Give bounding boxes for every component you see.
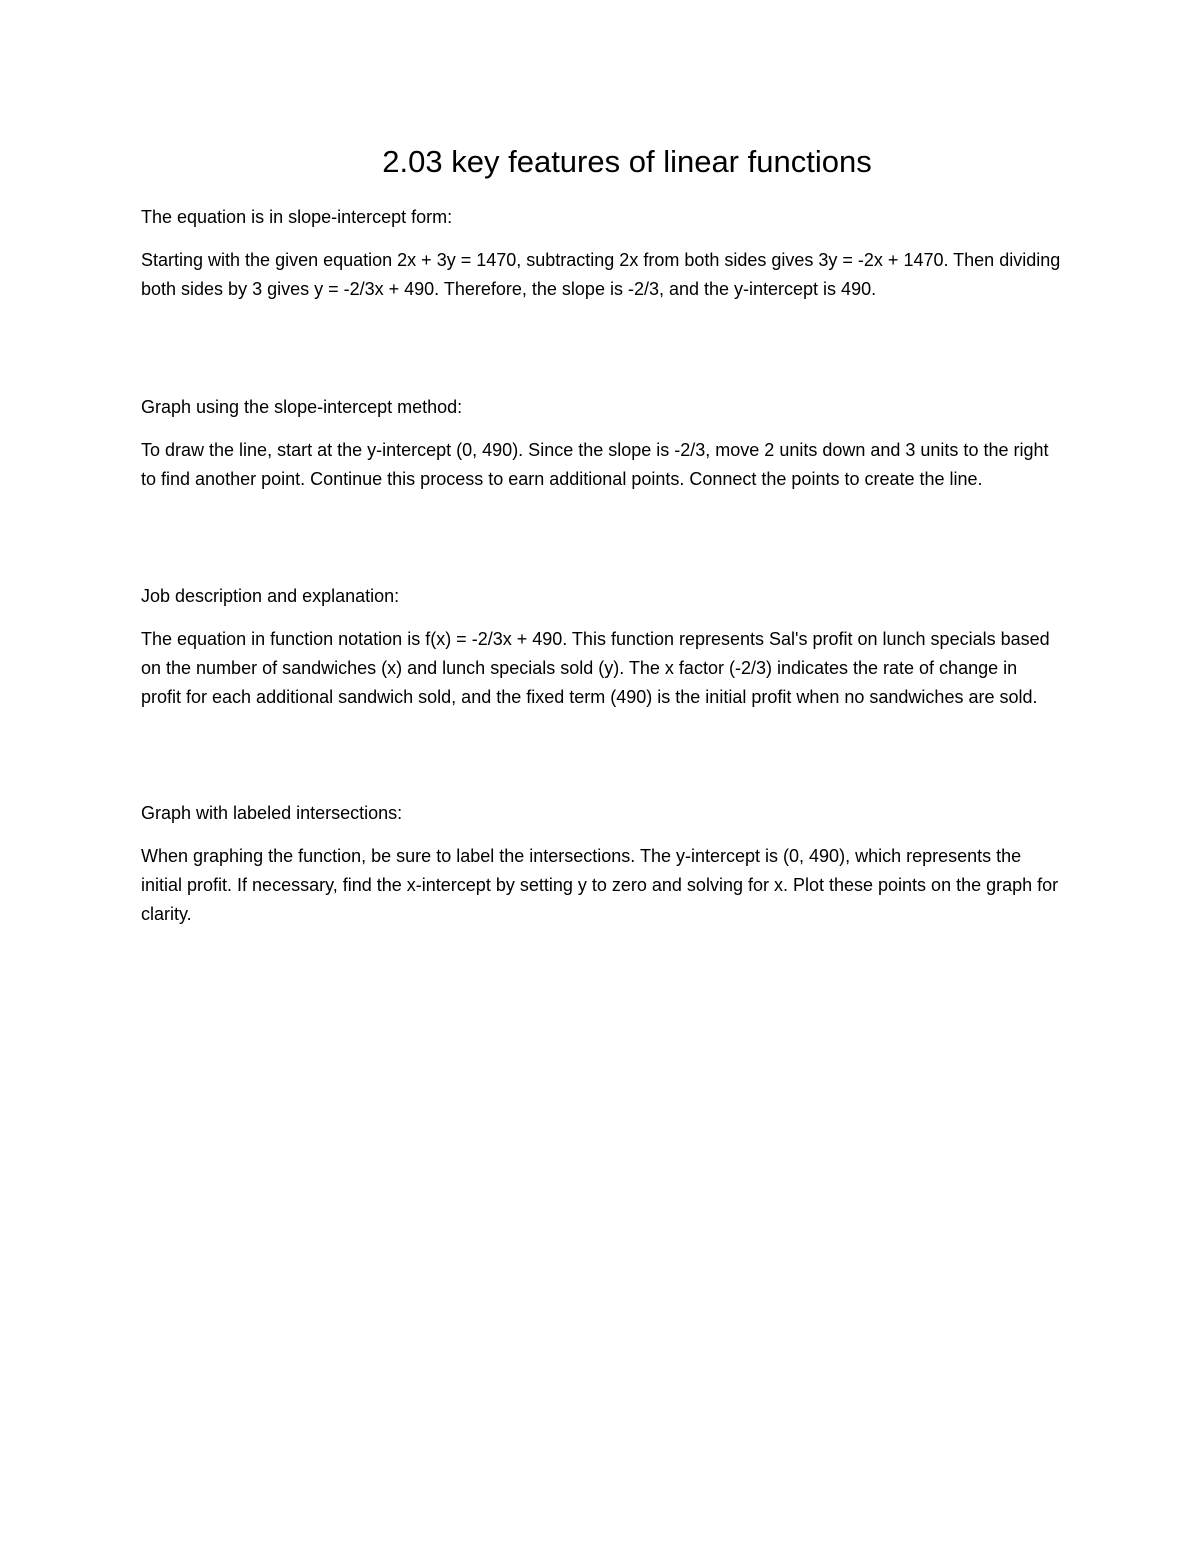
document-title: 2.03 key features of linear functions bbox=[382, 144, 872, 179]
section-paragraph: When graphing the function, be sure to label the intersections. The y-intercept is (0, 490), which represents the initial profit. If necessary, find the x-intercept by setting y to zero and solving for x. Plot these points on the graph for clarity. bbox=[141, 846, 1059, 925]
section-heading: Graph with labeled intersections: bbox=[141, 803, 403, 823]
section-graph-method bbox=[141, 393, 1061, 494]
section-heading: Job description and explanation: bbox=[141, 586, 400, 606]
section-labeled-intersections bbox=[141, 799, 1061, 930]
section-paragraph: The equation in function notation is f(x) = -2/3x + 490. This function represents Sal's profit on lunch specials based on the number of sandwiches (x) and lunch specials sold (y). The x factor (-2/3) indicates the rate of change in profit for each additional sandwich sold, and the fixed term (490) is the initial profit when no sandwiches are sold. bbox=[141, 629, 1050, 708]
section-job-description bbox=[141, 582, 1061, 713]
section-heading: Graph using the slope-intercept method: bbox=[141, 397, 463, 417]
section-paragraph: To draw the line, start at the y-intercept (0, 490). Since the slope is -2/3, move 2 units down and 3 units to the right to find another point. Continue this process to earn additional points. Connect the points to create the line. bbox=[141, 440, 1049, 490]
section-paragraph: Starting with the given equation 2x + 3y = 1470, subtracting 2x from both sides gives 3y = -2x + 1470. Then dividing both sides by 3 gives y = -2/3x + 490. Therefore, the slope is -2/3, and the y-intercept is 490. bbox=[141, 250, 1061, 300]
section-slope-intercept-form bbox=[141, 203, 1061, 304]
section-heading: The equation is in slope-intercept form: bbox=[141, 207, 453, 227]
